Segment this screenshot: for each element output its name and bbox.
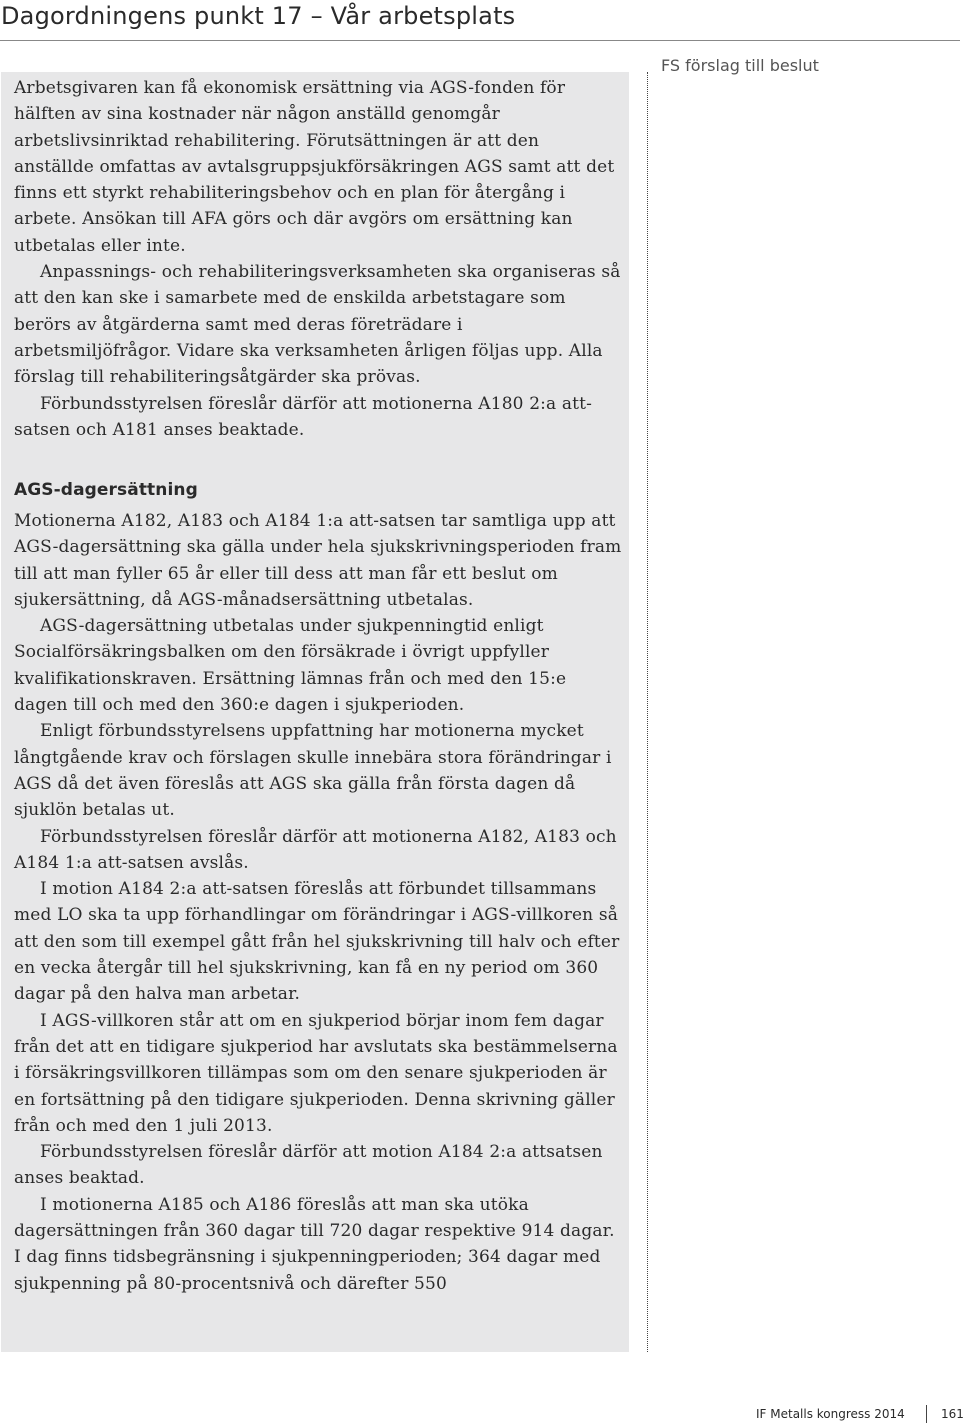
paragraph: Motionerna A182, A183 och A184 1:a att-satsen tar samtliga upp att AGS-dagersättning ska gälla under hela sjukskrivningsperioden fram till att man fyller 65 år eller till dess att man får ett beslut om sjukersättning, då AGS-månadsersättning utbetalas. <box>14 511 622 610</box>
paragraph: Anpassnings- och rehabiliteringsverksamheten ska organiseras så att den kan ske i samarbete med de enskilda arbetstagare som berörs av åtgärderna samt med deras företrädare i arbetsmiljöfrågor. Vidare ska verksamheten årligen följas upp. Alla förslag till rehabiliteringsåtgärder ska prövas. <box>14 262 621 388</box>
page-header <box>0 0 960 41</box>
column-divider <box>647 72 648 1352</box>
paragraph: Förbundsstyrelsen föreslår därför att motionerna A180 2:a att-satsen och A181 anses beaktade. <box>14 393 593 440</box>
paragraph: AGS-dagersättning utbetalas under sjukpenningtid enligt Socialförsäkringsbalken om den försäkrade i övrigt uppfyller kvalifikationskraven. Ersättning lämnas från och med den 15:e dagen till och med den 360:e dagen i sjukperioden. <box>14 616 567 716</box>
footer-publication: IF Metalls kongress 2014 <box>756 1407 905 1421</box>
paragraph: Arbetsgivaren kan få ekonomisk ersättning via AGS-fonden för hälften av sina kostnader när någon anställd genomgår arbetslivsinriktad rehabilitering. Förutsättningen är att den anställde omfattas av avtalsgruppsjukförsäkringen AGS samt att det finns ett styrkt rehabiliteringsbehov och en plan för återgång i arbete. Ansökan till AFA görs och där avgörs om ersättning kan utbetalas eller inte. <box>14 78 615 256</box>
section-heading-block <box>14 477 622 503</box>
paragraph: I motionerna A185 och A186 föreslås att man ska utöka dagersättningen från 360 dagar till 720 dagar respektive 914 dagar. I dag finns tidsbegränsning i sjukpenningperioden; 364 dagar med sjukpenning på 80-procentsnivå och därefter 550 <box>14 1194 615 1294</box>
paragraph: Förbundsstyrelsen föreslår därför att motionerna A182, A183 och A184 1:a att-satsen avslås. <box>14 826 617 873</box>
section-body <box>14 508 622 1297</box>
section-heading: AGS-dagersättning <box>14 480 198 500</box>
paragraph: I motion A184 2:a att-satsen föreslås att förbundet tillsammans med LO ska ta upp förhandlingar om förändringar i AGS-villkoren så att den som till exempel gått från hel sjukskrivning till halv och efter en vecka återgår till hel sjukskrivning, kan få en ny period om 360 dagar på den halva man arbetar. <box>14 879 620 1005</box>
page-title: Dagordningens punkt 17 – Vår arbetsplats <box>1 2 516 30</box>
paragraph: Enligt förbundsstyrelsens uppfattning har motionerna mycket långtgående krav och förslagen skulle innebära stora förändringar i AGS då det även föreslås att AGS ska gälla från första dagen då sjuklön betalas ut. <box>14 721 612 821</box>
sidebar-label: FS förslag till beslut <box>661 56 819 75</box>
page-number: 161 <box>941 1407 964 1421</box>
main-text-block <box>14 75 622 443</box>
footer-divider <box>926 1405 927 1423</box>
paragraph: Förbundsstyrelsen föreslår därför att motion A184 2:a attsatsen anses beaktad. <box>14 1142 603 1189</box>
paragraph: I AGS-villkoren står att om en sjukperiod börjar inom fem dagar från det att en tidigare sjukperiod har avslutats ska bestämmelserna i försäkringsvillkoren tillämpas som om den senare sjukperioden är en fortsättning på den tidigare sjukperioden. Denna skrivning gäller från och med den 1 juli 2013. <box>14 1010 618 1136</box>
